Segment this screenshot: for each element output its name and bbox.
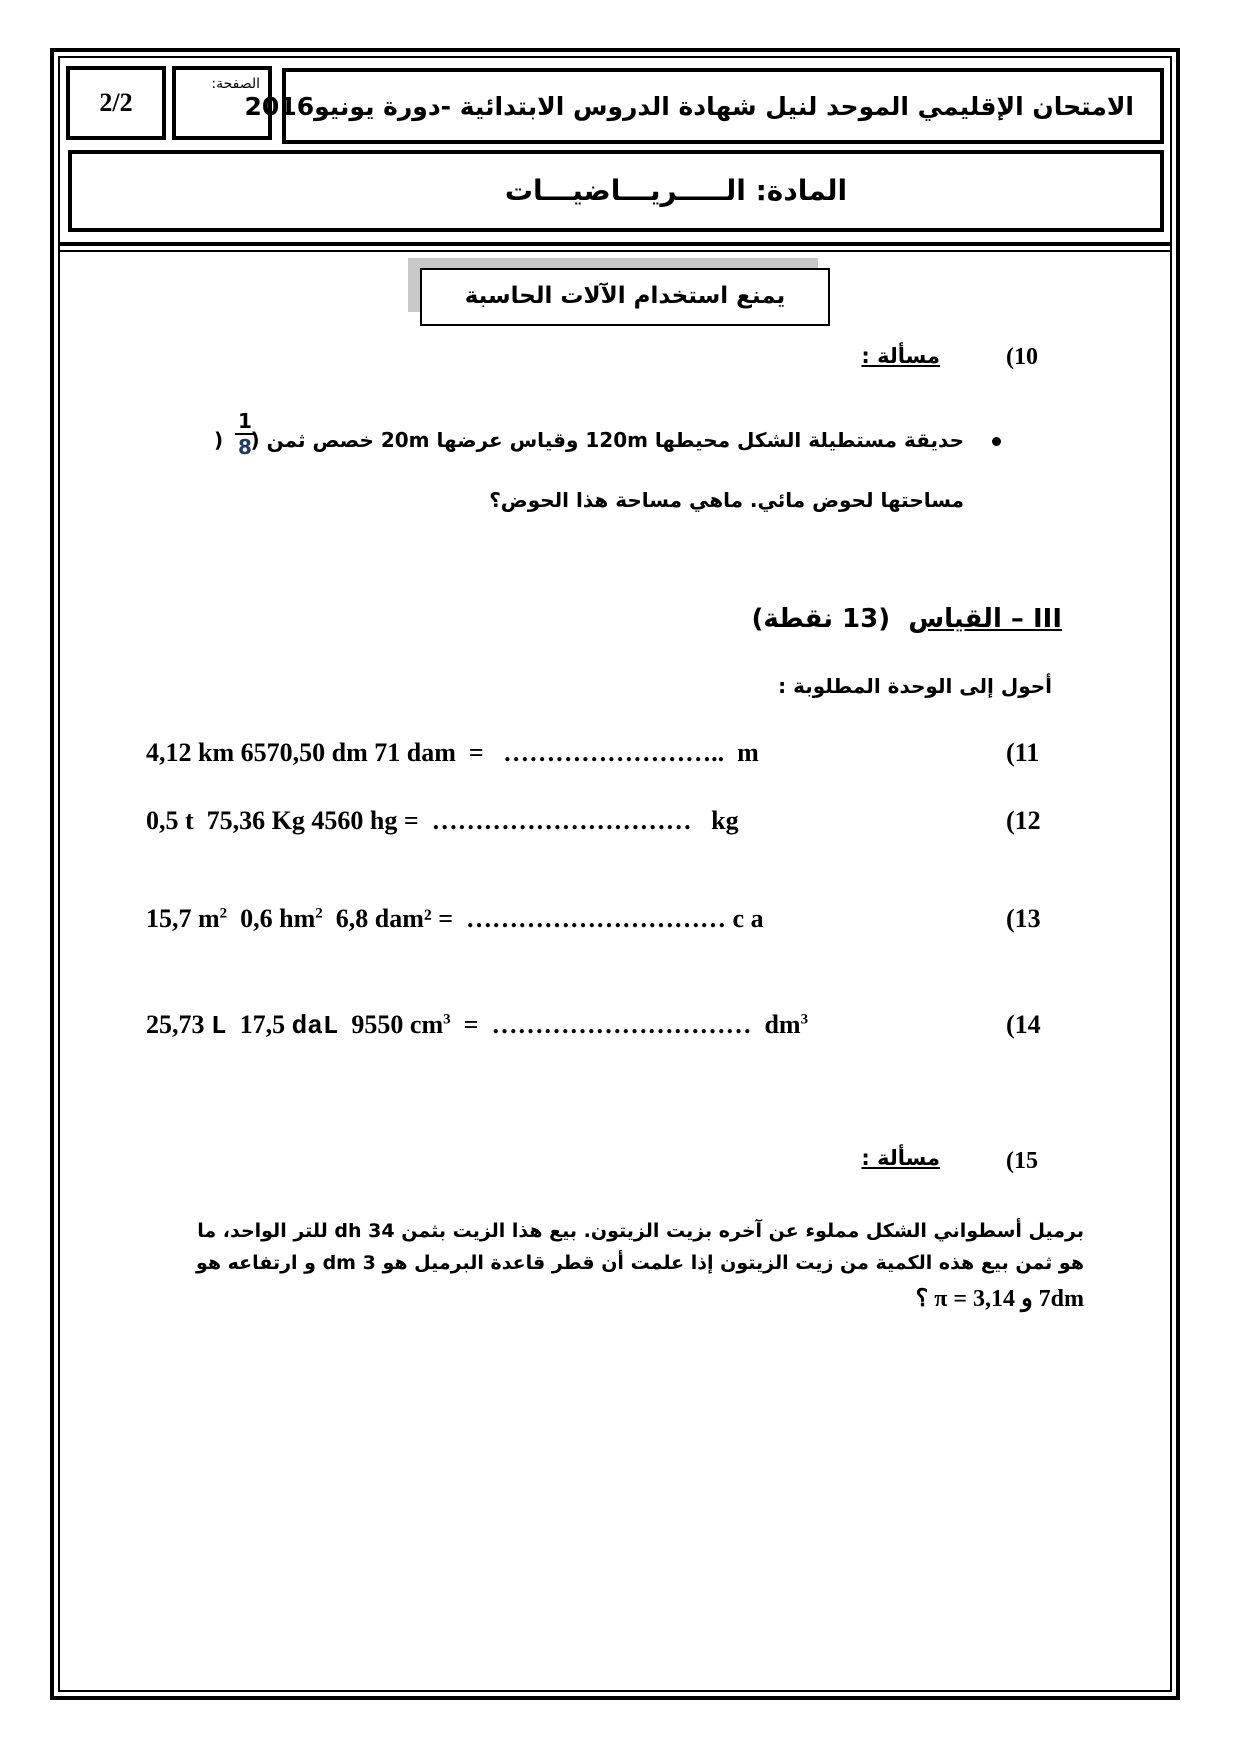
section3-points: (13 نقطة) (751, 604, 891, 634)
header-divider-thin (58, 250, 1172, 252)
subject-box (68, 150, 1164, 232)
section3-title (752, 604, 1062, 634)
exam-title: الامتحان الإقليمي الموحد لنيل شهادة الدروس الابتدائية -دورة يونيو2016 (244, 92, 1134, 121)
q10-label: مسألة : (861, 344, 940, 368)
q14-unit2: daL (291, 1011, 339, 1041)
q10-line1: حديقة مستطيلة الشكل محيطها 120m وقياس عرضها 20m خصص ثمن ( (250, 428, 964, 452)
page-label: الصفحة: (211, 76, 260, 92)
bullet-icon (992, 437, 1001, 446)
q15-label: مسألة : (861, 1146, 940, 1170)
q13-part3: 6,8 dam² = ………………………… c a (322, 904, 764, 933)
q11-expression: 4,12 km 6570,50 dm 71 dam = …………………….. m (146, 738, 759, 767)
q14-expression (146, 1010, 808, 1041)
q14-part3: 9550 cm (338, 1010, 444, 1039)
q13-sup1: 2 (219, 905, 228, 922)
page-number-box (66, 66, 166, 140)
q13-part2: 0,6 hm (227, 904, 316, 933)
fraction-one-eighth (232, 410, 258, 458)
q15-line1: برميل أسطواني الشكل مملوء عن آخره بزيت الزيتون. بيع هذا الزيت بثمن 34 dh للتر الواحد، ما (197, 1220, 1084, 1242)
q10-line2: مساحتها لحوض مائي. ماهي مساحة هذا الحوض؟ (489, 488, 964, 512)
q15-line2: هو ثمن بيع هذه الكمية من زيت الزيتون إذا علمت أن قطر قاعدة البرميل هو 3 dm و ارتفاعه هو (195, 1252, 1084, 1274)
q13-expression (146, 904, 764, 934)
header-divider (58, 242, 1172, 246)
q13-sup2: 2 (315, 905, 323, 922)
fraction-numerator: 1 (238, 409, 252, 433)
q13-number: (13 (1006, 904, 1041, 933)
fraction-denominator: 8 (238, 435, 252, 459)
q14-number: (14 (1006, 1010, 1041, 1039)
q14-part2: 17,5 (226, 1010, 292, 1039)
section3-instruction: أحول إلى الوحدة المطلوبة : (778, 674, 1052, 698)
q14-part1: 25,73 (146, 1010, 211, 1039)
q10-number: (10 (1006, 344, 1038, 370)
q14-unit1: L (211, 1011, 227, 1041)
q14-part4: = ………………………… dm (450, 1010, 801, 1039)
notice-box (420, 268, 830, 326)
exam-title-box (244, 68, 1164, 144)
q12-expression: 0,5 t 75,36 Kg 4560 hg = ………………………… kg (146, 806, 739, 835)
q13-part1: 15,7 m (146, 904, 220, 933)
q14-sup2: 3 (800, 1011, 809, 1028)
q15-number: (15 (1006, 1148, 1038, 1174)
section3-heading: III – القياس (908, 604, 1062, 634)
subject-title: المادة: الـــــريـــاضيـــات (504, 174, 848, 207)
q11-number: (11 (1006, 738, 1040, 767)
calculator-notice: يمنع استخدام الآلات الحاسبة (464, 283, 786, 309)
q15-line3: 7dm و π = 3,14 ؟ (915, 1286, 1084, 1312)
q12-number: (12 (1006, 806, 1041, 835)
fraction-close-paren: ) (214, 428, 224, 452)
q14-sup1: 3 (443, 1011, 451, 1028)
page-number: 2/2 (99, 88, 133, 117)
